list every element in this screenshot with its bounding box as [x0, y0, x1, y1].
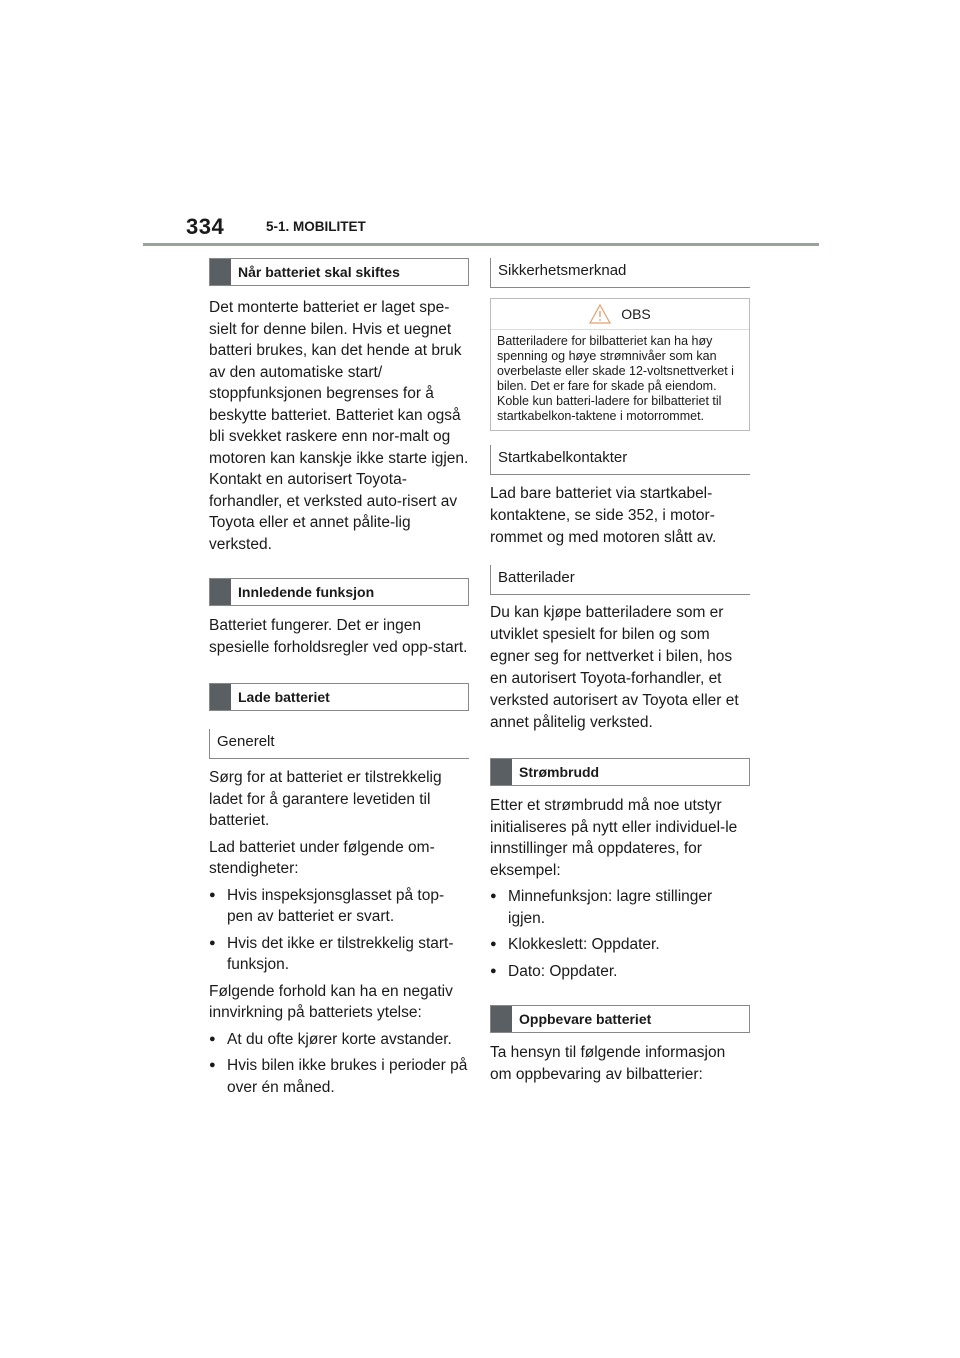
section-marker [210, 684, 231, 710]
warning-box [490, 298, 750, 431]
list-item: ● Hvis inspeksjonsglasset på top-pen av batteriet er svart. [209, 885, 469, 928]
section-title: Oppbevare batteriet [519, 1011, 652, 1027]
list-item: ● Hvis det ikke er tilstrekkelig start-funksjon. [209, 933, 469, 976]
paragraph: Det monterte batteriet er laget spe-sielt for denne bilen. Hvis et uegnet batteri brukes, kan det hende at bruk av den automatiske start/ stoppfunksjonen begrenses for å beskytte batteriet. Batteriet kan også bli svekket raskere enn nor-malt og motoren kan kanskje ikke starte igjen. Kontakt en autorisert Toyota-forhandler, et verksted auto-risert av Toyota eller et annet pålite-lig verksted. [209, 299, 469, 553]
list-item: ● Hvis bilen ikke brukes i perioder på over én måned. [209, 1055, 469, 1098]
paragraph: Sørg for at batteriet er tilstrekkelig ladet for å garantere levetiden til batteriet. [209, 769, 442, 829]
paragraph: Lad batteriet under følgende om-stendigheter: [209, 838, 435, 877]
subsection-heading: Batterilader [490, 565, 750, 595]
subsection-heading: Generelt [209, 729, 469, 759]
list-item: ● At du ofte kjører korte avstander. [209, 1029, 469, 1051]
chapter-title: 5-1. MOBILITET [266, 219, 366, 234]
section-marker [210, 259, 231, 285]
right-column [490, 258, 750, 1085]
warning-triangle-icon [589, 304, 611, 324]
section-heading [209, 578, 469, 606]
section-marker [210, 579, 231, 605]
subsection-heading: Startkabelkontakter [490, 445, 750, 475]
section-heading [490, 758, 750, 786]
section-marker [491, 759, 512, 785]
list-item: ● Minnefunksjon: lagre stillinger igjen. [490, 886, 750, 929]
paragraph: Etter et strømbrudd må noe utstyr initialiseres på nytt eller individuel-le innstillinger må oppdateres, for eksempel: [490, 797, 738, 879]
section-heading [490, 1005, 750, 1033]
paragraph: Ta hensyn til følgende informasjon om oppbevaring av bilbatterier: [490, 1044, 726, 1083]
header-divider [143, 243, 819, 246]
section-heading [209, 683, 469, 711]
paragraph: Følgende forhold kan ha en negativ innvirkning på batteriets ytelse: [209, 982, 453, 1021]
paragraph: Batteriet fungerer. Det er ingen spesielle forholdsregler ved opp-start. [209, 617, 468, 656]
warning-text: Batteriladere for bilbatteriet kan ha høy spenning og høye strømnivåer som kan overbelaste eller skade 12-voltsnettverket i bilen. Det er fare for skade på eiendom. Koble kun batteri-ladere for bilbatteriet til startkabelkon-taktene i motorrommet. [497, 334, 734, 423]
section-title: Strømbrudd [519, 764, 600, 780]
list-item: ● Dato: Oppdater. [490, 961, 750, 983]
section-marker [491, 1006, 512, 1032]
section-heading [209, 258, 469, 286]
subsection-heading: Sikkerhetsmerknad [490, 258, 750, 288]
section-title: Lade batteriet [238, 689, 330, 705]
section-title: Når batteriet skal skiftes [238, 264, 400, 280]
page-number: 334 [186, 214, 225, 239]
warning-header [491, 299, 749, 330]
warning-title: OBS [621, 306, 651, 322]
list-item: ● Klokkeslett: Oppdater. [490, 934, 750, 956]
left-column [209, 258, 469, 1098]
paragraph: Du kan kjøpe batteriladere som er utviklet spesielt for bilen og som egner seg for nettverket i bilen, hos en autorisert Toyota-forhandler, et verksted autorisert av Toyota eller et annet pålitelig verksted. [490, 604, 739, 731]
section-title: Innledende funksjon [238, 584, 375, 600]
paragraph: Lad bare batteriet via startkabel-kontaktene, se side 352, i motor-rommet og med motoren slått av. [490, 485, 717, 546]
